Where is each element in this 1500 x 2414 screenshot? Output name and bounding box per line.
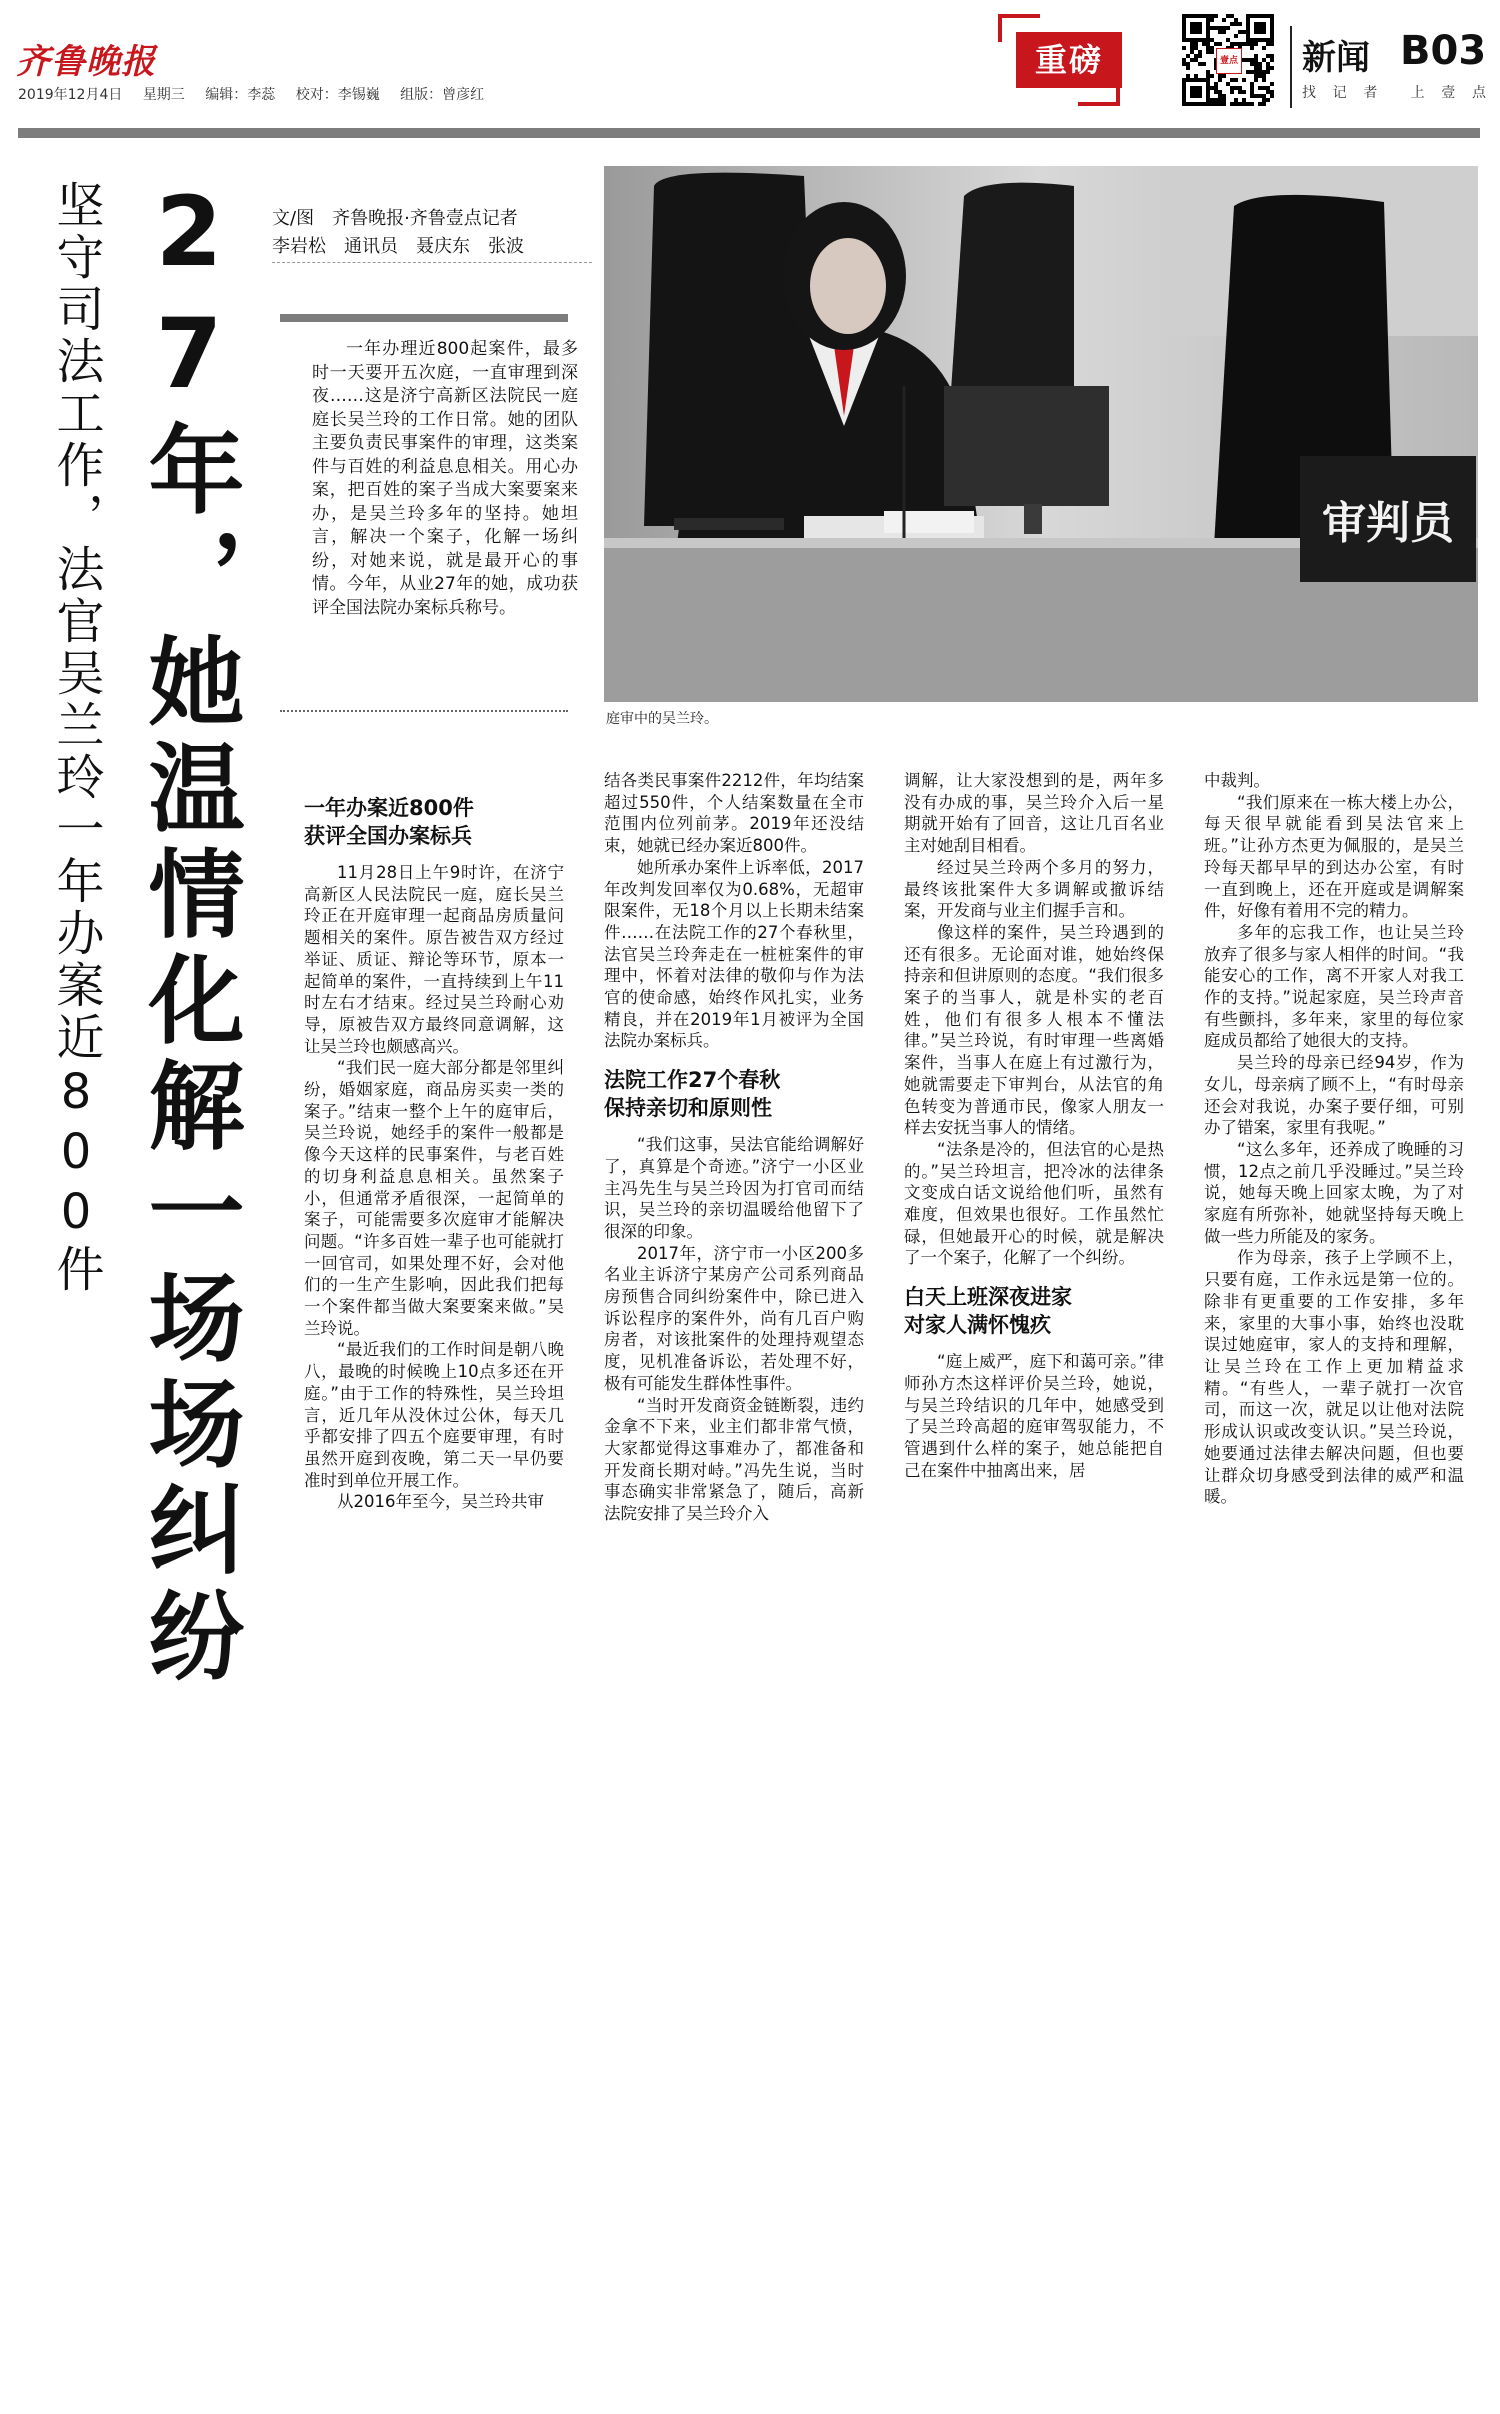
slogan-char: 找: [1302, 85, 1316, 101]
body-paragraph: 像这样的案件，吴兰玲遇到的还有很多。无论面对谁，她始终保持亲和但讲原则的态度。“我们很多案子的当事人，就是朴实的老百姓，他们有很多人根本不懂法律。”吴兰玲说，有时审理一些离婚案件，当事人在庭上有过激行为，她就需要走下审判台，从法官的角色转变为普通市民，像家人朋友一样去安抚当事人的情绪。: [904, 922, 1164, 1138]
body-paragraph: 她所承办案件上诉率低，2017年改判发回率仅为0.68%，无超审限案件，无18个月以上长期未结案件……在法院工作的27个春秋里，法官吴兰玲奔走在一桩桩案件的审理中，怀着对法律的敬仰与作为法官的使命感，始终作风扎实，业务精良，并在2019年1月被评为全国法院办案标兵。: [604, 857, 864, 1051]
column-badge: 重磅: [1016, 32, 1122, 88]
section-subhead: 白天上班深夜进家 对家人满怀愧疚: [904, 1285, 1072, 1338]
main-headline: 27年，她温情化解一场场纠纷: [133, 176, 245, 1692]
slogan-char: 记: [1332, 85, 1347, 101]
dateline: [18, 84, 500, 104]
qr-badge: 壹点: [1216, 48, 1242, 74]
byline-divider: [272, 262, 592, 263]
byline: [272, 205, 592, 261]
section-subhead: 一年办案近800件 获评全国办案标兵: [304, 796, 474, 848]
page-number: B03: [1400, 28, 1487, 74]
body-paragraph: “法条是冷的，但法官的心是热的。”吴兰玲坦言，把冷冰的法律条文变成白话文说给他们听，虽然有难度，但效果也很好。工作虽然忙碌，但她最开心的时候，就是解决了一个案子，化解了一个纠纷。: [904, 1139, 1164, 1268]
header-slogan: [1302, 82, 1486, 102]
body-paragraph: “我们民一庭大部分都是邻里纠纷，婚姻家庭，商品房买卖一类的案子。”结束一整个上午的庭审后，吴兰玲说，她经手的案件一般都是像今天这样的民事案件，与老百姓的切身利益息息相关。虽然案子小，但通常矛盾很深，一起简单的案子，可能需要多次庭审才能解决问题。“许多百姓一辈子也可能就打一回官司，如果处理不好，会对他们的一生产生影响，因此我们把每一个案件都当做大案要案来做。”吴兰玲说。: [304, 1058, 564, 1338]
article-column-4: [1204, 770, 1464, 1508]
body-paragraph: “我们这事，吴法官能给调解好了，真算是个奇迹。”济宁一小区业主冯先生与吴兰玲因为打官司而结识，吴兰玲的亲切温暖给他留下了很深的印象。: [604, 1135, 864, 1241]
body-paragraph: 从2016年至今，吴兰玲共审: [337, 1492, 544, 1512]
header-divider: [1290, 26, 1292, 108]
body-paragraph: 多年的忘我工作，也让吴兰玲放弃了很多与家人相伴的时间。“我能安心的工作，离不开家人对我工作的支持。”说起家庭，吴兰玲声音有些颤抖，多年来，家里的每位家庭成员都给了她很大的支持。: [1204, 922, 1464, 1051]
slogan-char: 点: [1471, 85, 1486, 101]
body-paragraph: “这么多年，还养成了晚睡的习惯，12点之前几乎没睡过。”吴兰玲说，她每天晚上回家太晚，为了对家庭有所弥补，她就坚持每天晚上做一些力所能及的家务。: [1204, 1139, 1464, 1246]
body-paragraph: 2017年，济宁市一小区200多名业主诉济宁某房产公司系列商品房预售合同纠纷案件中，除已进入诉讼程序的案件外，尚有几百户购房者，对该批案件的处理持观望态度，见机准备诉讼，若处理不好，极有可能发生群体性事件。: [604, 1243, 864, 1393]
byline-line: 文/图 齐鲁晚报·齐鲁壹点记者: [272, 208, 518, 229]
body-paragraph: “当时开发商资金链断裂，违约金拿不下来，业主们都非常气愤，大家都觉得这事难办了，都准备和开发商长期对峙。”冯先生说，当时事态确实非常紧急了，随后，高新法院安排了吴兰玲介入: [604, 1395, 864, 1524]
article-column-3: [904, 770, 1164, 1481]
subheadline: 坚守司法工作，法官吴兰玲一年办案近800件: [48, 180, 104, 1296]
body-paragraph: 调解，让大家没想到的是，两年多没有办成的事，吴兰玲介入后一星期就开始有了回音，这让几百名业主对她刮目相看。: [904, 771, 1164, 856]
body-paragraph: 11月28日上午9时许，在济宁高新区人民法院民一庭，庭长吴兰玲正在开庭审理一起商品房质量问题相关的案件。原告被告双方经过举证、质证、辩论等环节，原本一起简单的案件，一直持续到上午11时左右才结束。经过吴兰玲耐心劝导，原被告双方最终同意调解，这让吴兰玲也颇感高兴。: [304, 863, 564, 1056]
lead-bottom-rule: [280, 710, 568, 712]
body-paragraph: “最近我们的工作时间是朝八晚八，最晚的时候晚上10点多还在开庭。”由于工作的特殊性，吴兰玲坦言，近几年从没休过公休，每天几乎都安排了四五个庭要审理，有时虽然开庭到夜晚，第二天一早仍要准时到单位开展工作。: [304, 1340, 564, 1490]
lead-top-bar: [280, 314, 568, 322]
nameplate-text: 审判员: [1322, 498, 1454, 549]
issue-weekday: 星期三: [142, 87, 185, 103]
article-column-2: [604, 770, 864, 1525]
editor-credit: 编辑：李蕊: [205, 87, 276, 103]
body-paragraph: 经过吴兰玲两个多月的努力，最终该批案件大多调解或撤诉结案，开发商与业主们握手言和。: [904, 857, 1164, 921]
lead-paragraph: 一年办理近800起案件，最多时一天要开五次庭，一直审理到深夜……这是济宁高新区法院民一庭庭长吴兰玲的工作日常。她的团队主要负责民事案件的审理，这类案件与百姓的利益息息相关。用心办案，把百姓的案子当成大案要案来办，是吴兰玲多年的坚持。她坦言，解决一个案子，化解一场纠纷，对她来说，就是最开心的事情。今年，从业27年的她，成功获评全国法院办案标兵称号。: [312, 339, 578, 618]
body-paragraph: 作为母亲，孩子上学顾不上，只要有庭，工作永远是第一位的。除非有更重要的工作安排，多年来，家里的大事小事，始终也没耽误过她庭审，家人的支持和理解，让吴兰玲在工作上更加精益求精。“有些人，一辈子就打一次官司，而这一次，就足以让他对法院形成认识或改变认识。”吴兰玲说，她要通过法律去解决问题，但也要让群众切身感受到法律的威严和温暖。: [1204, 1248, 1464, 1507]
article-column-1: [304, 792, 564, 1513]
slogan-char: 上: [1410, 85, 1425, 101]
proofreader-credit: 校对：李锡巍: [295, 87, 380, 103]
section-name: 新闻: [1302, 38, 1370, 78]
body-paragraph: “庭上威严，庭下和蔼可亲。”律师孙方杰这样评价吴兰玲，她说，与吴兰玲结识的几年中，她感受到了吴兰玲高超的庭审驾驭能力，不管遇到什么样的案子，她总能把自己在案件中抽离出来，居: [904, 1352, 1164, 1480]
courtroom-photo: [604, 166, 1478, 702]
newspaper-logo: 齐鲁晚报: [16, 42, 156, 82]
slogan-char: 者: [1363, 85, 1378, 101]
layout-credit: 组版：曾彦红: [400, 87, 485, 103]
body-paragraph: “我们原来在一栋大楼上办公，每天很早就能看到吴法官来上班。”让孙方杰更为佩服的，是吴兰玲每天都早早的到达办公室，有时一直到晚上，还在开庭或是调解案件，好像有着用不完的精力。: [1204, 792, 1464, 921]
photo-caption: 庭审中的吴兰玲。: [606, 711, 718, 727]
body-paragraph: 吴兰玲的母亲已经94岁，作为女儿，母亲病了顾不上，“有时母亲还会对我说，办案子要仔细，可别办了错案，家里有我呢。”: [1204, 1053, 1464, 1138]
slogan-char: 壹: [1441, 85, 1456, 101]
section-subhead: 法院工作27个春秋 保持亲切和原则性: [604, 1068, 781, 1121]
qr-code-icon: [1182, 14, 1274, 106]
header-rule: [18, 128, 1480, 138]
issue-date: 2019年12月4日: [18, 87, 123, 103]
byline-line: 李岩松 通讯员 聂庆东 张波: [272, 236, 524, 257]
body-paragraph: 结各类民事案件2212件，年均结案超过550件，个人结案数量在全市范围内位列前茅。2019年还没结束，她就已经办案近800件。: [604, 771, 864, 856]
body-paragraph: 中裁判。: [1204, 771, 1270, 790]
